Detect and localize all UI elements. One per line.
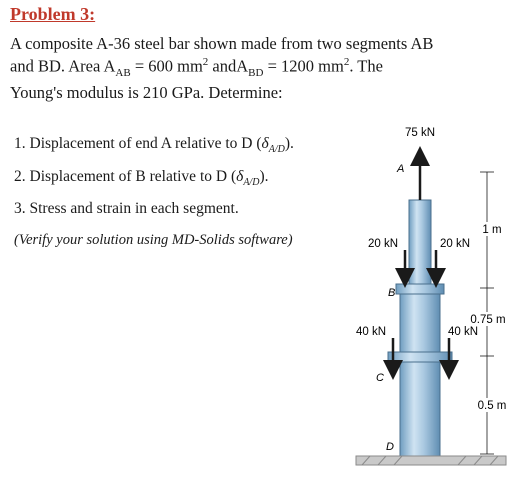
statement-line-2-end: . The bbox=[349, 56, 383, 76]
dimension-label-bc: 0.75 m bbox=[470, 314, 506, 326]
area-label-bd: andA bbox=[208, 56, 249, 76]
load-label-b-right: 20 kN bbox=[440, 238, 471, 250]
dimension-label-ab: 1 m bbox=[482, 224, 502, 236]
question-3: 3. Stress and strain in each segment. bbox=[14, 200, 239, 217]
question-2-text: 2. Displacement of B relative to D ( bbox=[14, 168, 237, 185]
load-label-c-left: 40 kN bbox=[356, 326, 387, 338]
delta-symbol: δ bbox=[261, 135, 269, 152]
point-label-b: B bbox=[388, 287, 396, 299]
point-label-d: D bbox=[386, 441, 394, 453]
statement-line-1: A composite A-36 steel bar shown made from two segments AB bbox=[10, 34, 434, 53]
segment-ab bbox=[409, 200, 431, 288]
verification-note: (Verify your solution using MD-Solids software) bbox=[14, 232, 293, 248]
area-exponent-bd: 2 bbox=[343, 56, 350, 68]
problem-title: Problem 3: bbox=[10, 4, 96, 24]
point-label-c: C bbox=[376, 372, 384, 384]
area-subscript-bd: BD bbox=[248, 66, 264, 79]
area-subscript-ab: AB bbox=[115, 66, 131, 79]
load-label-c-right: 40 kN bbox=[448, 326, 479, 338]
load-label-top: 75 kN bbox=[404, 127, 436, 139]
segment-cd bbox=[400, 362, 440, 456]
segment-bc bbox=[400, 294, 440, 356]
question-1-subscript: A/D bbox=[268, 144, 285, 156]
question-1-text: 1. Displacement of end A relative to D ( bbox=[14, 135, 262, 152]
question-1-end: ). bbox=[284, 135, 294, 152]
area-value-ab: = 600 mm bbox=[130, 56, 203, 76]
question-2-end: ). bbox=[259, 168, 269, 185]
point-label-a: A bbox=[397, 163, 405, 175]
delta-symbol: δ bbox=[236, 168, 244, 185]
base-support bbox=[356, 456, 506, 465]
dimension-label-cd: 0.5 m bbox=[477, 400, 507, 412]
question-2-subscript: A/D bbox=[243, 177, 260, 189]
collar-c bbox=[388, 352, 452, 362]
load-label-b-left: 20 kN bbox=[368, 238, 399, 250]
area-label-ab: and BD. Area A bbox=[10, 56, 116, 76]
area-value-bd: = 1200 mm bbox=[263, 56, 344, 76]
collar-b bbox=[396, 284, 444, 294]
statement-line-3: Young's modulus is 210 GPa. Determine: bbox=[10, 82, 283, 102]
area-exponent-ab: 2 bbox=[202, 56, 209, 68]
